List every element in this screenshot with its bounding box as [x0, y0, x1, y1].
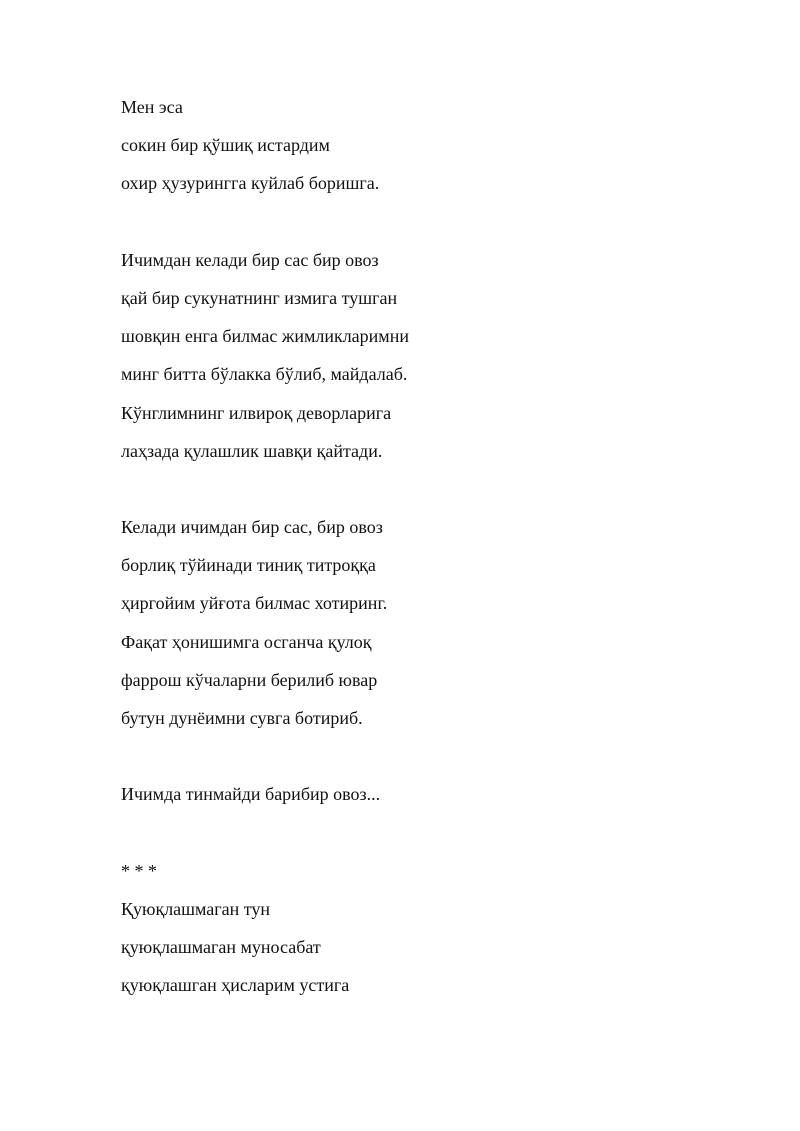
poem-line: Қуюқлашмаган тун	[121, 898, 271, 919]
poem-line: Келади ичимдан бир сас, бир овоз	[121, 517, 383, 538]
poem-line: борлиқ тўйинади тиниқ титроққа	[121, 555, 376, 576]
poem-line: фаррош кўчаларни берилиб ювар	[121, 669, 378, 690]
poem-line: шовқин енга билмас жимликларимни	[121, 326, 409, 347]
poem-line: охир ҳузурингга куйлаб боришга.	[121, 173, 380, 194]
stanza-gap	[121, 208, 741, 246]
poem-line: қуюқлашган ҳисларим устига	[121, 975, 350, 996]
stanza	[121, 513, 741, 742]
stanza-gap	[121, 819, 741, 857]
poem-line: сокин бир қўшиқ истардим	[121, 135, 330, 156]
stanza	[121, 857, 741, 1010]
poem-line: Ичимда тинмайди барибир овоз...	[121, 784, 381, 805]
section-separator: * * *	[121, 860, 157, 881]
poem-line: Ичимдан келади бир сас бир овоз	[121, 249, 379, 270]
poem-line: Кўнглимнинг илвироқ деворларига	[121, 402, 392, 423]
poem-line: лаҳзада қулашлик шавқи қайтади.	[121, 440, 383, 461]
poem-line: бутун дунёимни сувга ботириб.	[121, 708, 363, 728]
stanza-gap	[121, 475, 741, 513]
poem-line: ҳиргойим уйғота билмас хотиринг.	[121, 593, 388, 614]
poem-line: Мен эса	[121, 97, 183, 117]
stanza	[121, 780, 741, 818]
stanza-gap	[121, 742, 741, 780]
stanza	[121, 93, 741, 208]
poem-line: Фақат ҳонишимга осганча қулоқ	[121, 631, 372, 652]
stanza	[121, 246, 741, 475]
poem-line: минг битта бўлакка бўлиб, майдалаб.	[121, 364, 408, 385]
poem-text	[121, 93, 741, 1010]
poem-line: қуюқлашмаган муносабат	[121, 937, 321, 958]
poem-line: қай бир сукунатнинг измига тушган	[121, 287, 398, 308]
